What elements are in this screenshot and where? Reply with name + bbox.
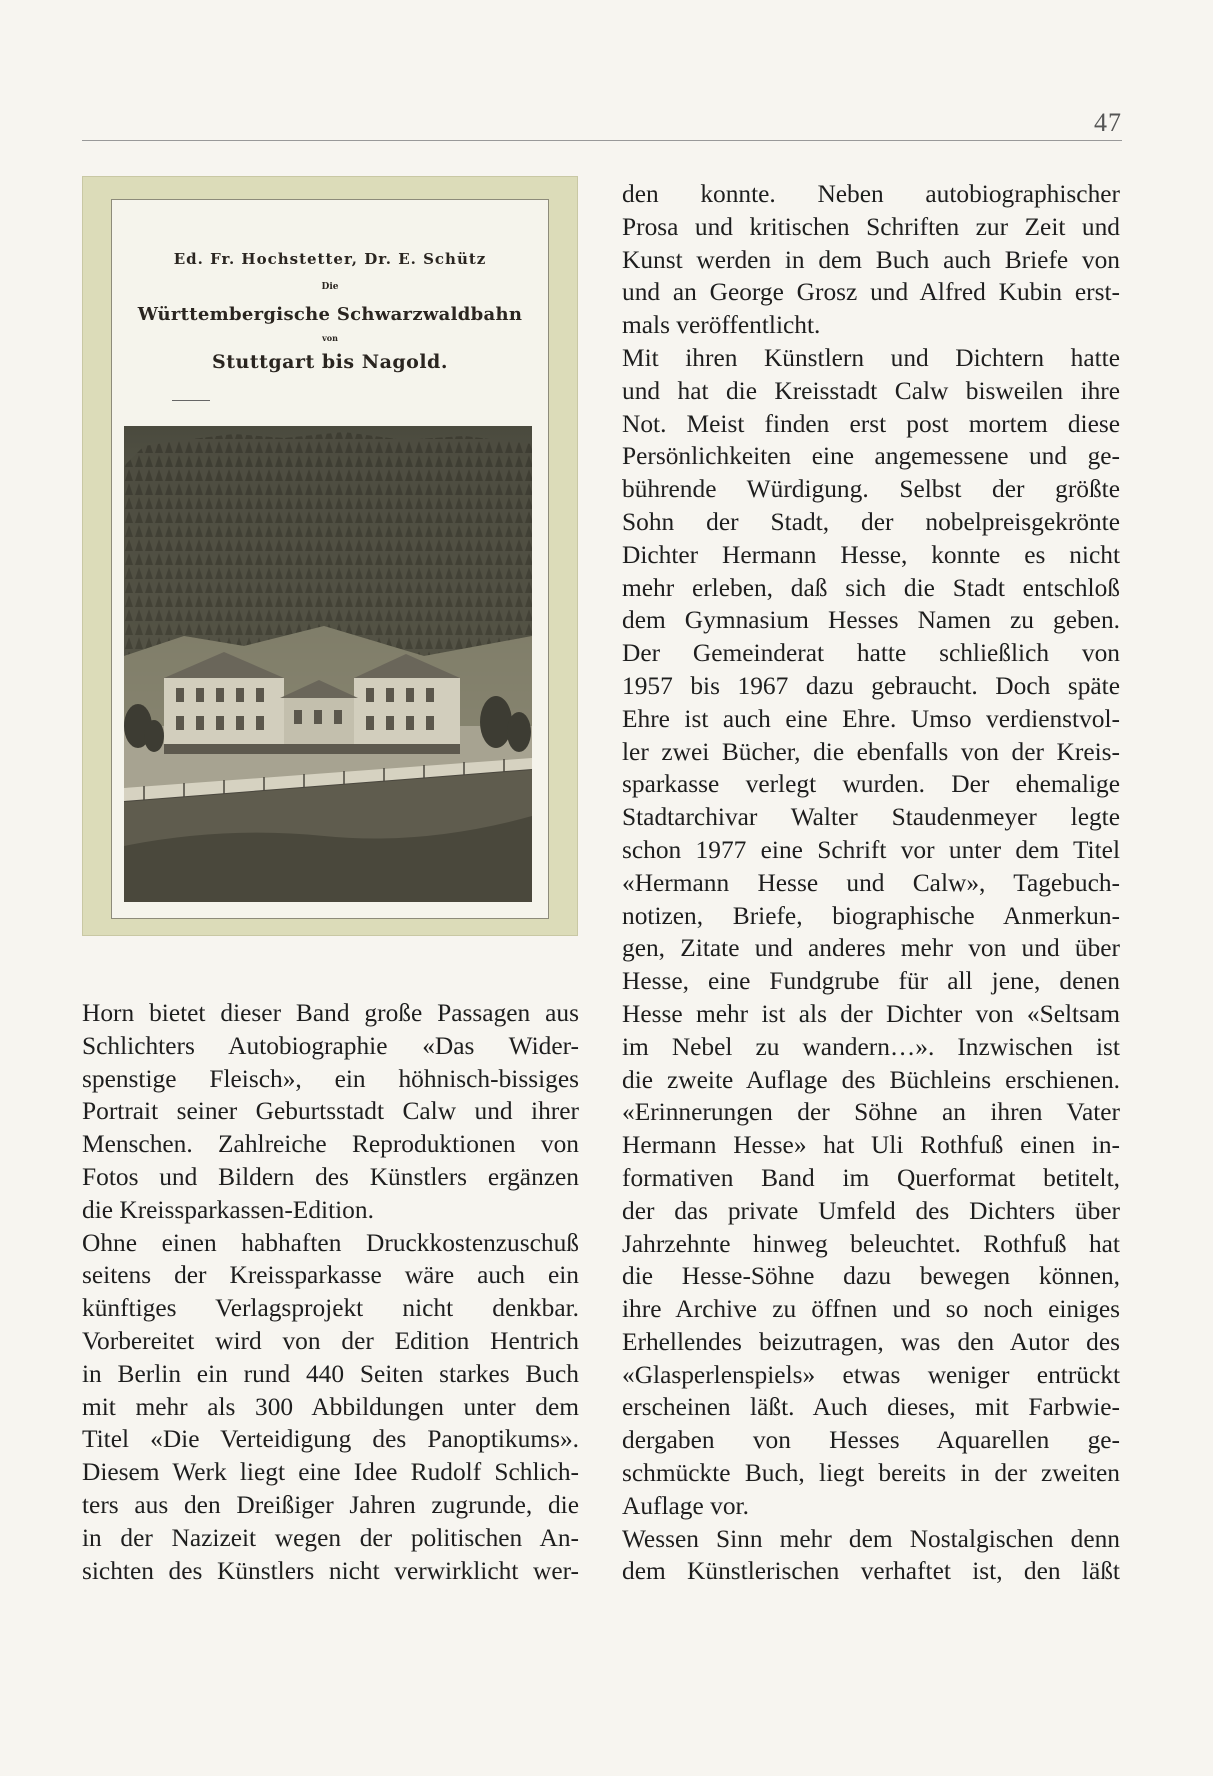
cover-rule — [172, 400, 210, 401]
text-line: künftiges Verlagsprojekt nicht denkbar. — [82, 1294, 579, 1323]
text-line: Persönlichkeiten eine angemessene und ge- — [622, 442, 1120, 471]
text-line: mit mehr als 300 Abbildungen unter dem — [82, 1392, 579, 1421]
text-line: ihre Archive zu öffnen und so noch einiges — [622, 1295, 1120, 1324]
text-line: Horn bietet dieser Band große Passagen aus — [82, 999, 579, 1027]
text-line: dem Künstlerischen verhaftet ist, den läßt — [622, 1557, 1120, 1586]
cover-die: Die — [321, 282, 339, 292]
text-line: die zweite Auflage des Büchleins erschienen. — [622, 1065, 1120, 1094]
text-line: Auflage vor. — [622, 1491, 749, 1520]
book-cover-illustration — [82, 176, 578, 936]
text-line: Vorbereitet wird von der Edition Hentrich — [82, 1326, 579, 1355]
text-line: Dichter Hermann Hesse, konnte es nicht — [622, 540, 1120, 569]
text-line: Kunst werden in dem Buch auch Briefe von — [622, 245, 1120, 274]
right-text-column — [622, 178, 1120, 1588]
page-number: 47 — [1094, 108, 1122, 137]
text-line: mals veröffentlicht. — [622, 311, 821, 340]
text-line: Menschen. Zahlreiche Reproduktionen von — [82, 1130, 579, 1159]
text-line: Not. Meist finden erst post mortem diese — [622, 409, 1120, 438]
text-line: gen, Zitate und anderes mehr von und über — [622, 934, 1120, 963]
text-line: Ehre ist auch eine Ehre. Umso verdienstvol- — [622, 704, 1120, 733]
text-line: dergaben von Hesses Aquarellen ge- — [622, 1426, 1120, 1455]
text-line: Mit ihren Künstlern und Dichtern hatte — [622, 343, 1120, 372]
text-line: den konnte. Neben autobiographischer — [622, 180, 1120, 208]
text-line: und hat die Kreisstadt Calw bisweilen ihre — [622, 376, 1120, 405]
text-line: Hesse, eine Fundgrube für all jene, denen — [622, 967, 1120, 996]
text-line: erscheinen läßt. Auch dieses, mit Farbwie- — [622, 1393, 1120, 1422]
text-line: sparkasse verlegt wurden. Der ehemalige — [622, 770, 1120, 799]
header-rule — [82, 140, 1122, 141]
text-line: ters aus den Dreißiger Jahren zugrunde, die — [82, 1490, 579, 1519]
text-line: in der Nazizeit wegen der politischen An- — [82, 1523, 579, 1552]
text-line: Portrait seiner Geburtsstadt Calw und ihrer — [82, 1097, 579, 1126]
text-line: mehr erleben, daß sich die Stadt entschloß — [622, 573, 1120, 602]
cover-authors: Ed. Fr. Hochstetter, Dr. E. Schütz — [173, 250, 487, 268]
text-line: in Berlin ein rund 440 Seiten starkes Buch — [82, 1359, 579, 1388]
text-line: notizen, Briefe, biographische Anmerkun- — [622, 901, 1120, 930]
text-line: Hesse mehr ist als der Dichter von «Seltsam — [622, 999, 1120, 1028]
text-line: Jahrzehnte hinweg beleuchtet. Rothfuß hat — [622, 1229, 1120, 1258]
text-line: «Erinnerungen der Söhne an ihren Vater — [622, 1098, 1120, 1127]
text-line: Schlichters Autobiographie «Das Wider- — [82, 1031, 579, 1060]
cover-von: von — [322, 333, 338, 343]
text-line: Diesem Werk liegt eine Idee Rudolf Schlich- — [82, 1458, 579, 1487]
text-line: schon 1977 eine Schrift vor unter dem Titel — [622, 835, 1120, 864]
text-line: Sohn der Stadt, der nobelpreisgekrönte — [622, 507, 1120, 536]
text-line: Fotos und Bildern des Künstlers ergänzen — [82, 1162, 579, 1191]
text-line: der das private Umfeld des Dichters über — [622, 1196, 1120, 1225]
text-line: Stadtarchivar Walter Staudenmeyer legte — [622, 803, 1120, 832]
text-line: im Nebel zu wandern…». Inzwischen ist — [622, 1032, 1120, 1061]
text-line: Hermann Hesse» hat Uli Rothfuß einen in- — [622, 1131, 1120, 1160]
cover-route: Stuttgart bis Nagold. — [212, 351, 448, 373]
text-line: «Glasperlenspiels» etwas weniger entrückt — [622, 1360, 1120, 1389]
text-line: Ohne einen habhaften Druckkostenzuschuß — [82, 1228, 579, 1257]
text-line: 1957 bis 1967 dazu gebraucht. Doch späte — [622, 671, 1120, 700]
text-line: seitens der Kreissparkasse wäre auch ein — [82, 1261, 579, 1290]
text-line: bührende Würdigung. Selbst der größte — [622, 475, 1120, 504]
text-line: formativen Band im Querformat betitelt, — [622, 1163, 1120, 1192]
text-line: Wessen Sinn mehr dem Nostalgischen denn — [622, 1524, 1120, 1553]
text-line: sichten des Künstlers nicht verwirklicht wer- — [82, 1556, 579, 1585]
text-line: Titel «Die Verteidigung des Panoptikums». — [82, 1425, 579, 1454]
text-line: und an George Grosz und Alfred Kubin erst- — [622, 278, 1120, 307]
text-line: Der Gemeinderat hatte schließlich von — [622, 639, 1120, 668]
text-line: schmückte Buch, liegt bereits in der zweiten — [622, 1459, 1120, 1488]
left-text-column — [82, 997, 579, 1587]
text-line: dem Gymnasium Hesses Namen zu geben. — [622, 606, 1120, 635]
railway-station-photo — [124, 426, 532, 902]
text-line: ler zwei Bücher, die ebenfalls von der Kreis- — [622, 737, 1120, 766]
text-line: «Hermann Hesse und Calw», Tagebuch- — [622, 868, 1120, 897]
text-line: die Hesse-Söhne dazu bewegen können, — [622, 1262, 1120, 1291]
book-cover-page — [111, 199, 549, 919]
text-line: Erhellendes beizutragen, was den Autor des — [622, 1327, 1120, 1356]
text-line: spenstige Fleisch», ein höhnisch-bissiges — [82, 1064, 579, 1093]
text-line: Prosa und kritischen Schriften zur Zeit und — [622, 212, 1120, 241]
cover-title: Württembergische Schwarzwaldbahn — [137, 304, 523, 325]
text-line: die Kreissparkassen-Edition. — [82, 1195, 374, 1224]
